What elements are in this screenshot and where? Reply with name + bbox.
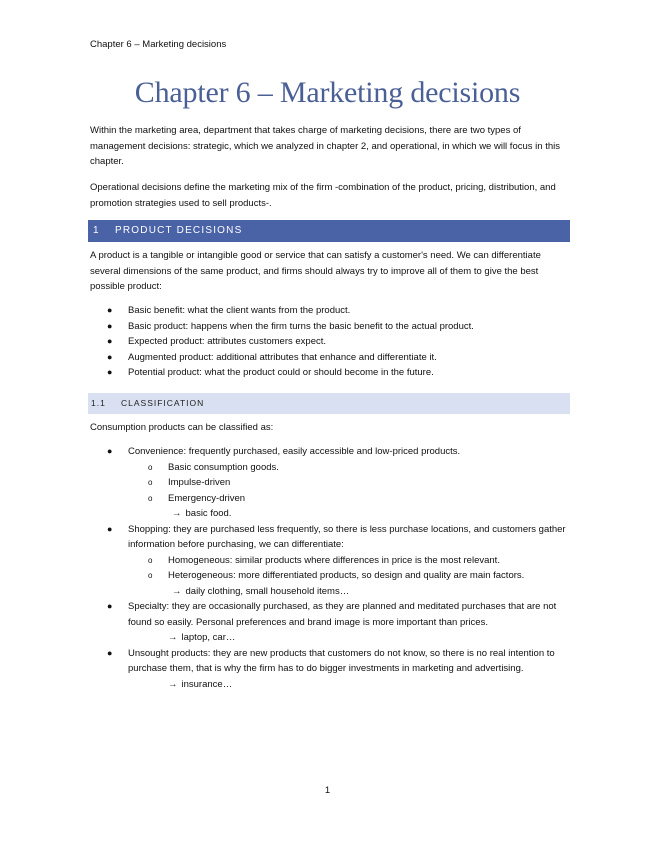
- sub-list-item-text: Basic consumption goods.: [168, 461, 279, 473]
- list-item: [90, 334, 568, 350]
- example-line: [90, 584, 568, 600]
- circle-bullet-icon: o: [148, 555, 153, 565]
- sub-list-item: [90, 475, 568, 491]
- list-item-text: Basic benefit: what the client wants from the product.: [128, 305, 351, 316]
- list-item: [90, 319, 568, 335]
- list-item-text: Shopping: they are purchased less frequently, so there is less purchase locations, and customers gather information before purchasing, we can differentiate:: [128, 523, 566, 550]
- classification-intro-text: Consumption products can be classified as:: [90, 422, 274, 433]
- list-item-text: Augmented product: additional attributes that enhance and differentiate it.: [128, 351, 437, 363]
- circle-bullet-icon: o: [148, 571, 153, 580]
- example-text: insurance…: [181, 678, 233, 690]
- list-item: [90, 365, 568, 381]
- circle-bullet-icon: o: [148, 478, 153, 487]
- example-line: [90, 630, 568, 646]
- section-number: 1: [93, 225, 100, 236]
- example-text: basic food.: [185, 508, 232, 519]
- bullet-icon: ●: [107, 336, 113, 346]
- list-item-specialty: [90, 599, 568, 630]
- list-item-text: Basic product: happens when the firm turns the basic benefit to the actual product.: [128, 320, 474, 332]
- list-item-text: Unsought products: they are new products that customers do not know, so there is no real intention to purchase them, that is why the firm has to do bigger investments in marketing and advertising.: [128, 647, 555, 674]
- arrow-right-icon: →: [172, 508, 182, 519]
- product-dimensions-list: [90, 303, 568, 381]
- bullet-icon: ●: [107, 523, 113, 534]
- sub-list-item-text: Heterogeneous: more differentiated products, so design and quality are main factors.: [168, 570, 525, 581]
- list-item-convenience: [90, 444, 568, 460]
- subsection-title: CLASSIFICATION: [121, 398, 205, 408]
- bullet-icon: ●: [107, 601, 113, 611]
- subsection-heading-classification: [88, 393, 570, 414]
- sub-list-item-text: Homogeneous: similar products where differences in price is the most relevant.: [168, 554, 500, 566]
- subsection-number: 1.1: [91, 398, 106, 408]
- sub-list-item-text: Emergency-driven: [168, 492, 246, 504]
- sub-list-item: [90, 553, 568, 569]
- list-item-text: Convenience: frequently purchased, easily accessible and low-priced products.: [128, 446, 461, 457]
- example-text: daily clothing, small household items…: [185, 585, 350, 597]
- classification-list: [90, 444, 568, 692]
- list-item-text: Potential product: what the product could or should become in the future.: [128, 367, 434, 378]
- example-line: [90, 506, 568, 522]
- product-definition-text: A product is a tangible or intangible good or service that can satisfy a customer's need. We can differentiate several dimensions of the same product, and firms should always try to improve all of them to give the best possible product:: [90, 250, 541, 292]
- list-item-text: Specialty: they are occasionally purchased, as they are planned and meditated purchases that are not found so easily. Personal preferences and brand image is more important than prices.: [128, 601, 557, 628]
- page-number: 1: [324, 785, 331, 796]
- intro-paragraph-2: [90, 180, 568, 211]
- sub-list-item: [90, 491, 568, 507]
- product-definition-paragraph: [90, 248, 568, 295]
- arrow-right-icon: →: [172, 585, 182, 597]
- example-line: [90, 677, 568, 693]
- list-item-unsought: [90, 646, 568, 677]
- list-item: [90, 350, 568, 366]
- intro-text-2: Operational decisions define the marketing mix of the firm -combination of the product, pricing, distribution, and promotion strategies used to sell products-.: [90, 182, 556, 209]
- intro-paragraph: [90, 123, 568, 170]
- running-header: Chapter 6 – Marketing decisions: [90, 39, 227, 50]
- bullet-icon: ●: [107, 367, 113, 377]
- circle-bullet-icon: o: [148, 462, 153, 472]
- sub-list-item: [90, 460, 568, 476]
- section-title: PRODUCT DECISIONS: [115, 225, 243, 236]
- list-item: [90, 303, 568, 319]
- sub-list-item: [90, 568, 568, 584]
- bullet-icon: ●: [107, 446, 113, 456]
- arrow-right-icon: →: [168, 632, 178, 643]
- page-title: Chapter 6 – Marketing decisions: [134, 76, 521, 109]
- bullet-icon: ●: [107, 647, 113, 658]
- bullet-icon: ●: [107, 351, 113, 362]
- circle-bullet-icon: o: [148, 493, 153, 503]
- list-item-shopping: [90, 522, 568, 553]
- arrow-right-icon: →: [168, 678, 178, 690]
- list-item-text: Expected product: attributes customers expect.: [128, 336, 327, 347]
- classification-intro: [90, 420, 568, 436]
- sub-list-item-text: Impulse-driven: [168, 477, 231, 488]
- section-heading-product-decisions: [88, 220, 570, 242]
- bullet-icon: ●: [107, 305, 113, 315]
- bullet-icon: ●: [107, 320, 113, 331]
- example-text: laptop, car…: [181, 632, 236, 643]
- intro-text: Within the marketing area, department that takes charge of marketing decisions, there are two types of management decisions: strategic, which we analyzed in chapter 2, and operational, in which we will focus in this chapter.: [90, 125, 560, 167]
